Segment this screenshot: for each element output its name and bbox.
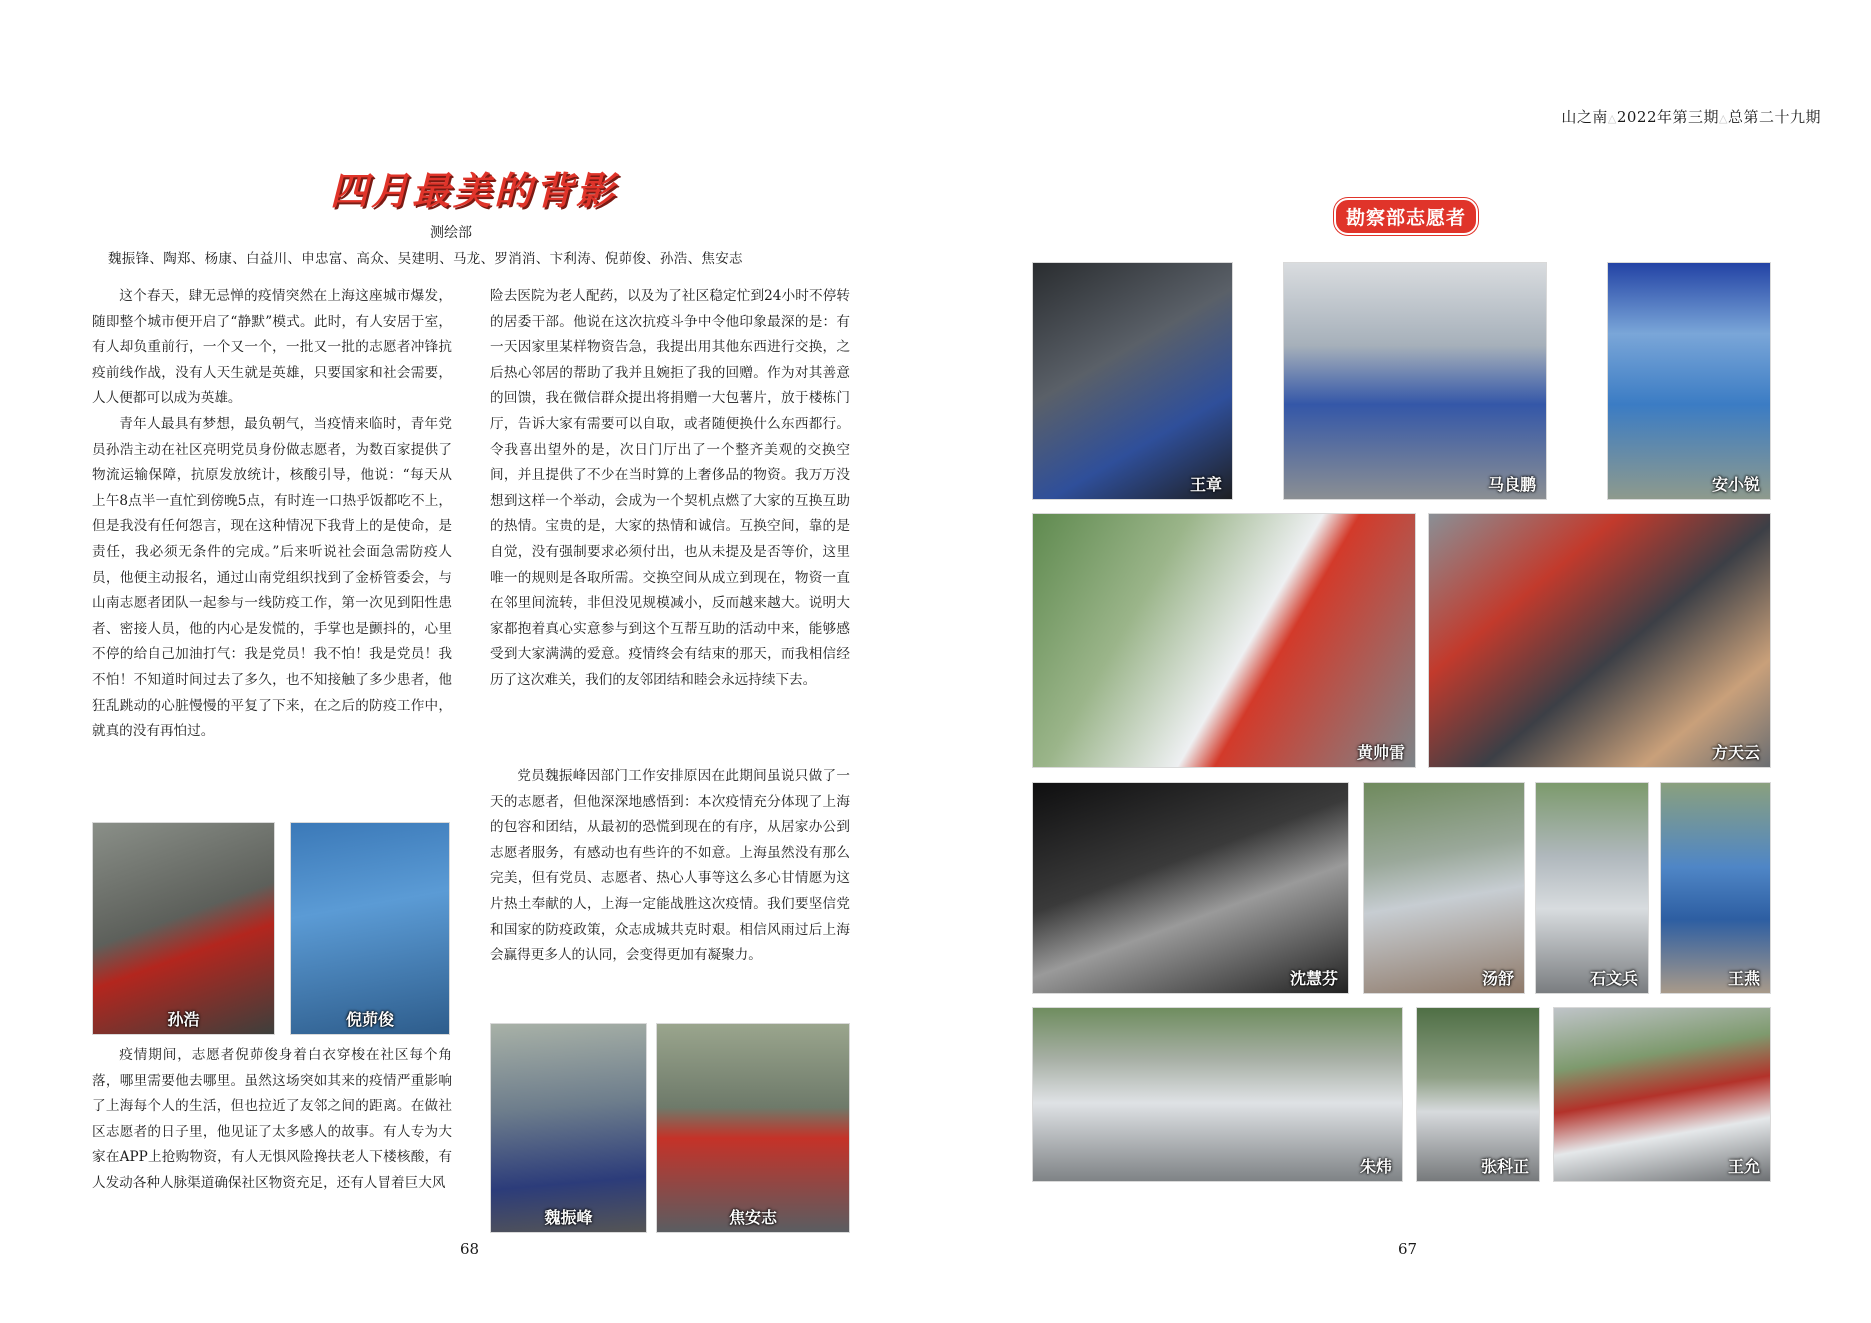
page-number-left: 68 [460, 1240, 480, 1258]
article-authors: 魏振锋、陶郑、杨康、白益川、申忠富、高众、吴建明、马龙、罗消消、卞利涛、倪茆俊、孙浩、焦安志 [108, 251, 743, 267]
paragraph: 青年人最具有梦想，最负朝气，当疫情来临时，青年党员孙浩主动在社区亮明党员身份做志愿者，为数百家提供了物流运输保障，抗原发放统计，核酸引导，他说：“每天从上午8点半一直忙到傍晚5点，有时连一口热乎饭都吃不上，但是我没有任何怨言，现在这种情况下我背上的是使命，是责任，我必须无条件的完成。”后来听说社会面急需防疫人员，他便主动报名，通过山南党组织找到了金桥管委会，与山南志愿者团队一起参与一线防疫工作，第一次见到阳性患者、密接人员，他的内心是发慌的，手掌也是颤抖的，心里不停的给自己加油打气：我是党员！我不怕！我是党员！我不怕！不知道时间过去了多久，也不知接触了多少患者，他狂乱跳动的心脏慢慢的平复了下来，在之后的防疫工作中，就真的没有再怕过。 [92, 415, 452, 740]
photo-zhang-kezheng [1416, 1007, 1540, 1182]
photo-caption: 沈慧芬 [1289, 969, 1338, 988]
column-2b-text [490, 764, 850, 969]
page-number-right: 67 [1398, 1240, 1418, 1258]
article-department: 测绘部 [430, 225, 472, 241]
photo-wei-zhenfeng [490, 1023, 647, 1233]
photo-ni-maojun [290, 822, 450, 1035]
photo-shen-huifen [1032, 782, 1349, 994]
paragraph: 疫情期间，志愿者倪茆俊身着白衣穿梭在社区每个角落，哪里需要他去哪里。虽然这场突如其来的疫情严重影响了上海每个人的生活，但也拉近了友邻之间的距离。在做社区志愿者的日子里，他见证了太多感人的故事。有人专为大家在APP上抢购物资，有人无惧风险搀扶老人下楼核酸，有人发动各种人脉渠道确保社区物资充足，还有人冒着巨大风 [92, 1047, 452, 1191]
photo-shi-wenbing [1535, 782, 1649, 994]
paragraph: 险去医院为老人配药，以及为了社区稳定忙到24小时不停转的居委干部。他说在这次抗疫斗争中令他印象最深的是：有一天因家里某样物资告急，我提出用其他东西进行交换，之后热心邻居的帮助了我并且婉拒了我的回赠。作为对其善意的回馈，我在微信群众提出将捐赠一大包薯片，放于楼栋门厅，告诉大家有需要可以自取，或者随便换什么东西都行。令我喜出望外的是，次日门厅出了一个整齐美观的交换空间，并且提供了不少在当时算的上奢侈品的物资。我万万没想到这样一个举动，会成为一个契机点燃了大家的互换互助的热情。宝贵的是，大家的热情和诚信。互换空间，靠的是自觉，没有强制要求必须付出，也从未提及是否等价，这里唯一的规则是各取所需。交换空间从成立到现在，物资一直在邻里间流转，非但没见规模减小，反而越来越大。说明大家都抱着真心实意参与到这个互帮互助的活动中来，能够感受到大家满满的爱意。疫情终会有结束的那天，而我相信经历了这次难关，我们的友邻团结和睦会永远持续下去。 [490, 288, 850, 688]
column-1b-text [92, 1043, 452, 1197]
photo-zhu-wei [1032, 1007, 1403, 1182]
masthead-journal: 山之南 [1561, 108, 1608, 126]
photo-fang-tianyun [1428, 513, 1771, 768]
photo-an-xiaorui [1607, 262, 1771, 500]
photo-huang-shuailei [1032, 513, 1416, 768]
photo-caption: 朱炜 [1359, 1157, 1392, 1176]
photo-caption: 倪茆俊 [345, 1010, 394, 1029]
photo-wang-yan [1660, 782, 1771, 994]
photo-caption: 王章 [1189, 475, 1222, 494]
photo-caption: 孙浩 [167, 1010, 200, 1029]
paragraph: 这个春天，肆无忌惮的疫情突然在上海这座城市爆发，随即整个城市便开启了“静默”模式。此时，有人安居于室，有人却负重前行，一个又一个，一批又一批的志愿者冲锋抗疫前线作战，没有人天生就是英雄，只要国家和社会需要，人人便都可以成为英雄。 [92, 288, 452, 407]
photo-caption: 马良鹏 [1487, 475, 1536, 494]
photo-caption: 汤舒 [1481, 969, 1514, 988]
photo-wang-zhang [1032, 262, 1233, 500]
photo-caption: 方天云 [1711, 743, 1760, 762]
photo-caption: 魏振峰 [544, 1208, 593, 1227]
photo-caption: 焦安志 [728, 1208, 777, 1227]
photo-caption: 王燕 [1727, 969, 1760, 988]
masthead-sep: △ [1719, 112, 1728, 125]
photo-caption: 石文兵 [1589, 969, 1638, 988]
photo-caption: 安小锐 [1711, 475, 1760, 494]
column-2-text [490, 284, 850, 694]
photo-caption: 张科正 [1480, 1157, 1529, 1176]
column-1-text [92, 284, 452, 745]
masthead-total: 总第二十九期 [1727, 108, 1821, 126]
photo-ma-liangpeng [1283, 262, 1547, 500]
photo-wang-yun [1553, 1007, 1771, 1182]
paragraph: 党员魏振峰因部门工作安排原因在此期间虽说只做了一天的志愿者，但他深深地感悟到：本次疫情充分体现了上海的包容和团结，从最初的恐慌到现在的有序，从居家办公到志愿者服务，有感动也有些许的不如意。上海虽然没有那么完美，但有党员、志愿者、热心人事等这么多心甘情愿为这片热土奉献的人，上海一定能战胜这次疫情。我们要坚信党和国家的防疫政策，众志成城共克时艰。相信风雨过后上海会赢得更多人的认同，会变得更加有凝聚力。 [490, 768, 850, 964]
masthead-sep: △ [1607, 112, 1617, 125]
photo-sun-hao [92, 822, 275, 1035]
photo-caption: 王允 [1727, 1157, 1760, 1176]
photo-tang-shu [1363, 782, 1525, 994]
article-title: 四月最美的背影 [330, 169, 618, 213]
photo-jiao-anzhi [656, 1023, 850, 1233]
photo-caption: 黄帅雷 [1356, 743, 1405, 762]
masthead [1561, 106, 1821, 127]
right-page [936, 0, 1871, 1323]
masthead-issue: 2022年第三期 [1616, 108, 1720, 126]
volunteer-section-badge: 勘察部志愿者 [1334, 198, 1478, 235]
